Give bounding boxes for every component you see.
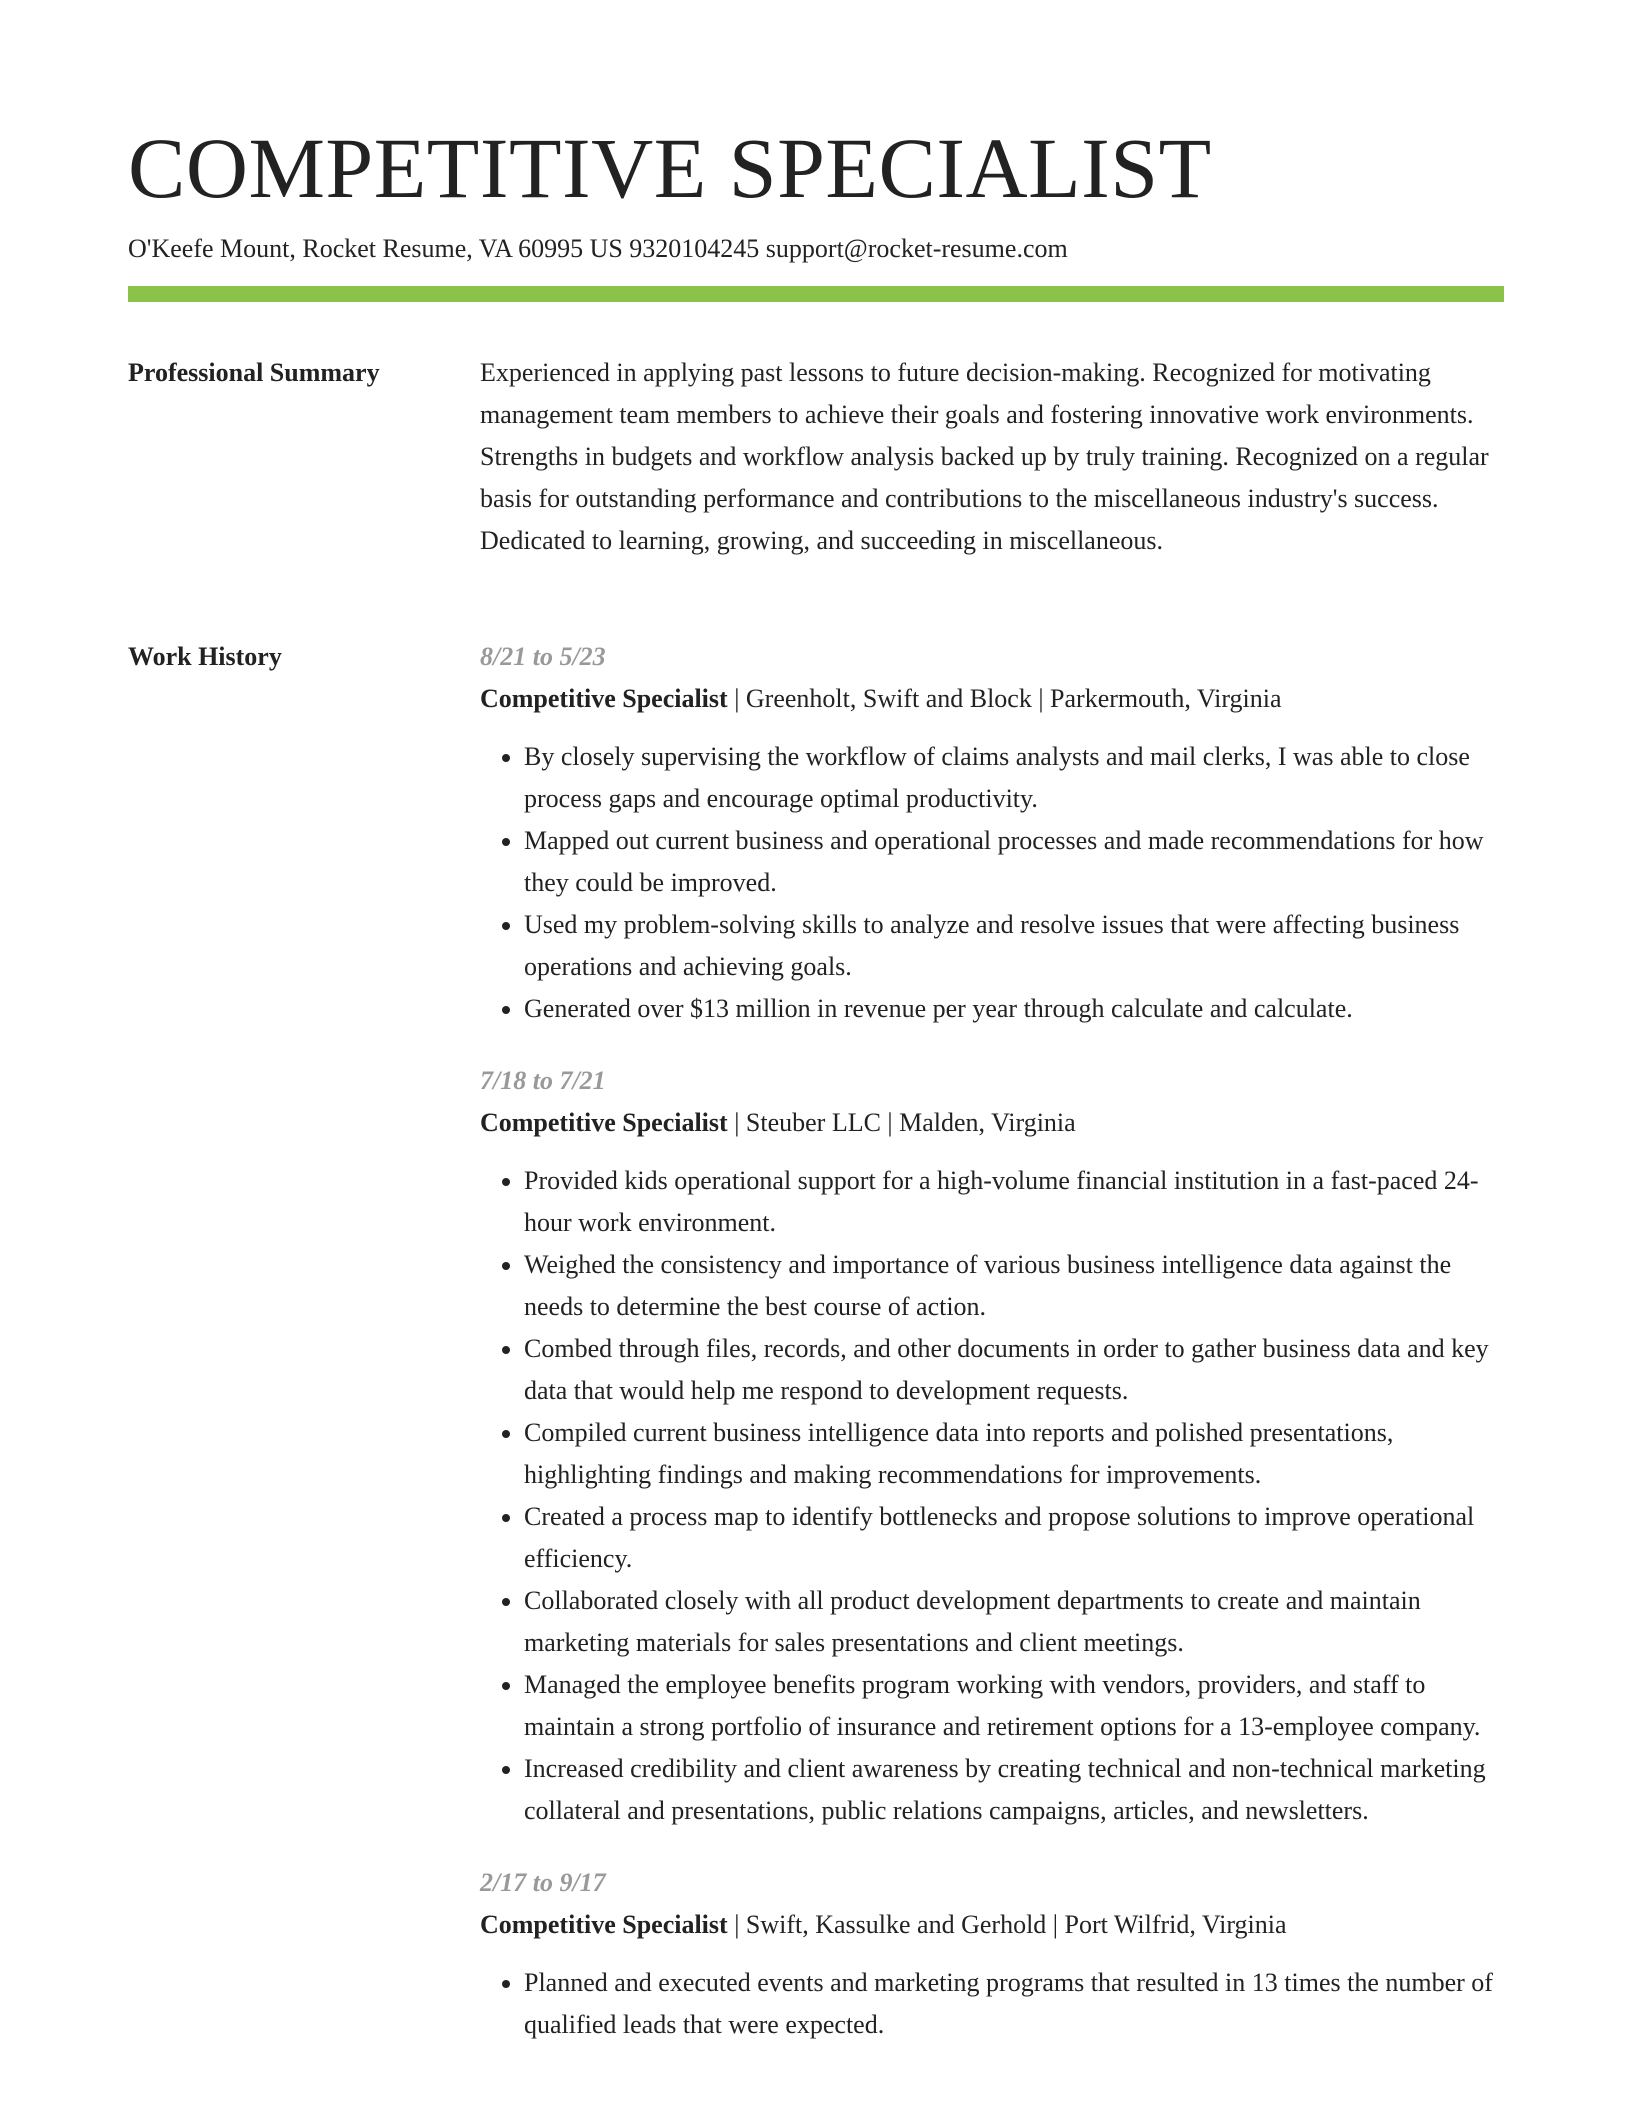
job-bullet-list	[480, 736, 1504, 1030]
job-title: Competitive Specialist	[480, 1108, 728, 1137]
job-bullet: • Collaborated closely with all product development departments to create and maintain marketing materials for sales presentations and client meetings.	[524, 1580, 1504, 1664]
job-bullet: • Weighed the consistency and importance of various business intelligence data against the needs to determine the best course of action.	[524, 1244, 1504, 1328]
job-entry	[480, 1060, 1504, 1832]
work-history-heading: Work History	[128, 642, 282, 671]
job-bullet: • Generated over $13 million in revenue per year through calculate and calculate.	[524, 988, 1504, 1030]
job-bullet: • Combed through files, records, and other documents in order to gather business data and key data that would help me respond to development requests.	[524, 1328, 1504, 1412]
job-bullet: • Increased credibility and client awareness by creating technical and non-technical marketing collateral and presentations, public relations campaigns, articles, and newsletters.	[524, 1748, 1504, 1832]
job-bullet: • Managed the employee benefits program working with vendors, providers, and staff to maintain a strong portfolio of insurance and retirement options for a 13-employee company.	[524, 1664, 1504, 1748]
job-bullet: • Provided kids operational support for a high-volume financial institution in a fast-paced 24-hour work environment.	[524, 1160, 1504, 1244]
job-bullet: • Mapped out current business and operational processes and made recommendations for how they could be improved.	[524, 820, 1504, 904]
job-dates: 8/21 to 5/23	[480, 642, 606, 671]
job-dates: 7/18 to 7/21	[480, 1066, 606, 1095]
job-bullet-list	[480, 1962, 1504, 2046]
job-bullet: • Used my problem-solving skills to analyze and resolve issues that were affecting business operations and achieving goals.	[524, 904, 1504, 988]
contact-line: O'Keefe Mount, Rocket Resume, VA 60995 US 9320104245 support@rocket-resume.com	[128, 234, 1068, 263]
job-heading-line	[480, 1102, 1504, 1144]
resume-title: COMPETITIVE SPECIALIST	[128, 120, 1212, 216]
job-entry	[480, 636, 1504, 1030]
summary-heading: Professional Summary	[128, 358, 380, 387]
job-title: Competitive Specialist	[480, 684, 728, 713]
job-bullet: • Planned and executed events and marketing programs that resulted in 13 times the number of qualified leads that were expected.	[524, 1962, 1504, 2046]
job-bullet: • Compiled current business intelligence data into reports and polished presentations, highlighting findings and making recommendations for improvements.	[524, 1412, 1504, 1496]
job-entry	[480, 1862, 1504, 2046]
job-employer-location: | Steuber LLC | Malden, Virginia	[727, 1108, 1076, 1137]
job-bullet: • Created a process map to identify bottlenecks and propose solutions to improve operational efficiency.	[524, 1496, 1504, 1580]
work-history-body	[480, 636, 1504, 2076]
job-employer-location: | Swift, Kassulke and Gerhold | Port Wilfrid, Virginia	[727, 1910, 1287, 1939]
job-heading-line	[480, 678, 1504, 720]
job-bullet-list	[480, 1160, 1504, 1832]
job-bullet: • By closely supervising the workflow of claims analysts and mail clerks, I was able to close process gaps and encourage optimal productivity.	[524, 736, 1504, 820]
job-title: Competitive Specialist	[480, 1910, 728, 1939]
summary-text: Experienced in applying past lessons to future decision-making. Recognized for motivating management team members to achieve their goals and fostering innovative work environments. Strengths in budgets and workflow analysis backed up by truly training. Recognized on a regular basis for outstanding performance and contributions to the miscellaneous industry's success. Dedicated to learning, growing, and succeeding in miscellaneous.	[480, 358, 1489, 555]
job-employer-location: | Greenholt, Swift and Block | Parkermouth, Virginia	[727, 684, 1282, 713]
job-dates: 2/17 to 9/17	[480, 1868, 606, 1897]
summary-body	[480, 352, 1504, 562]
job-heading-line	[480, 1904, 1504, 1946]
header-divider	[128, 286, 1504, 302]
